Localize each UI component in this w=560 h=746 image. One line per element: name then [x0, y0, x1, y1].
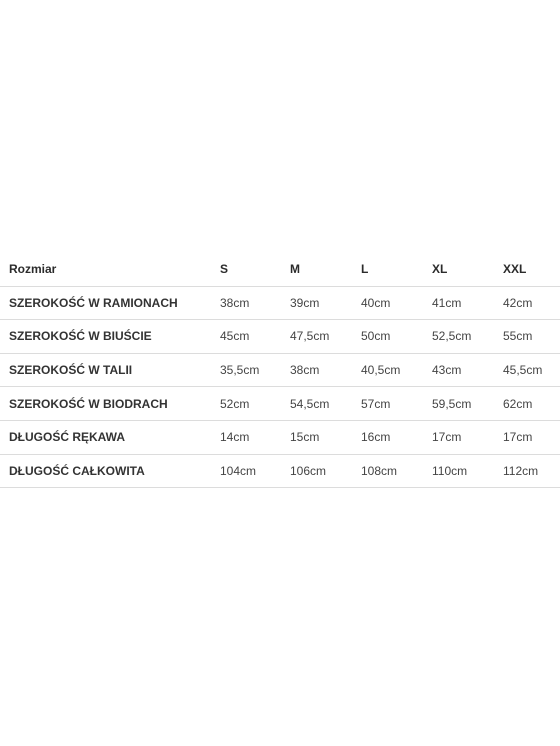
header-size-l: L [361, 253, 432, 286]
table-cell: 45,5cm [503, 353, 560, 387]
header-size-xxl: XXL [503, 253, 560, 286]
table-cell: 14cm [220, 420, 290, 454]
table-cell: 38cm [220, 286, 290, 320]
table-row [0, 353, 560, 387]
table-cell: 62cm [503, 387, 560, 421]
table-cell: 35,5cm [220, 353, 290, 387]
table-cell: 108cm [361, 454, 432, 488]
row-label: SZEROKOŚĆ W TALII [0, 353, 220, 387]
table-cell: 40cm [361, 286, 432, 320]
table-cell: 106cm [290, 454, 361, 488]
table-row [0, 320, 560, 354]
table-cell: 55cm [503, 320, 560, 354]
row-label: SZEROKOŚĆ W BIODRACH [0, 387, 220, 421]
table-cell: 54,5cm [290, 387, 361, 421]
table-cell: 112cm [503, 454, 560, 488]
table-cell: 50cm [361, 320, 432, 354]
header-size-s: S [220, 253, 290, 286]
row-label: DŁUGOŚĆ CAŁKOWITA [0, 454, 220, 488]
row-label: SZEROKOŚĆ W BIUŚCIE [0, 320, 220, 354]
row-label: DŁUGOŚĆ RĘKAWA [0, 420, 220, 454]
table-row [0, 420, 560, 454]
header-size-m: M [290, 253, 361, 286]
table-cell: 47,5cm [290, 320, 361, 354]
table-cell: 43cm [432, 353, 503, 387]
table-cell: 52,5cm [432, 320, 503, 354]
table-cell: 52cm [220, 387, 290, 421]
table-cell: 42cm [503, 286, 560, 320]
table-cell: 45cm [220, 320, 290, 354]
row-label: SZEROKOŚĆ W RAMIONACH [0, 286, 220, 320]
table-cell: 17cm [503, 420, 560, 454]
header-label-cell: Rozmiar [0, 253, 220, 286]
table-cell: 39cm [290, 286, 361, 320]
table-cell: 110cm [432, 454, 503, 488]
table-cell: 15cm [290, 420, 361, 454]
table-cell: 16cm [361, 420, 432, 454]
table-row [0, 286, 560, 320]
table-cell: 59,5cm [432, 387, 503, 421]
table-row [0, 454, 560, 488]
size-chart-table [0, 253, 560, 488]
table-cell: 38cm [290, 353, 361, 387]
table-cell: 104cm [220, 454, 290, 488]
table-cell: 57cm [361, 387, 432, 421]
table-cell: 17cm [432, 420, 503, 454]
header-size-xl: XL [432, 253, 503, 286]
table-cell: 41cm [432, 286, 503, 320]
header-row [0, 253, 560, 286]
table-cell: 40,5cm [361, 353, 432, 387]
table-row [0, 387, 560, 421]
